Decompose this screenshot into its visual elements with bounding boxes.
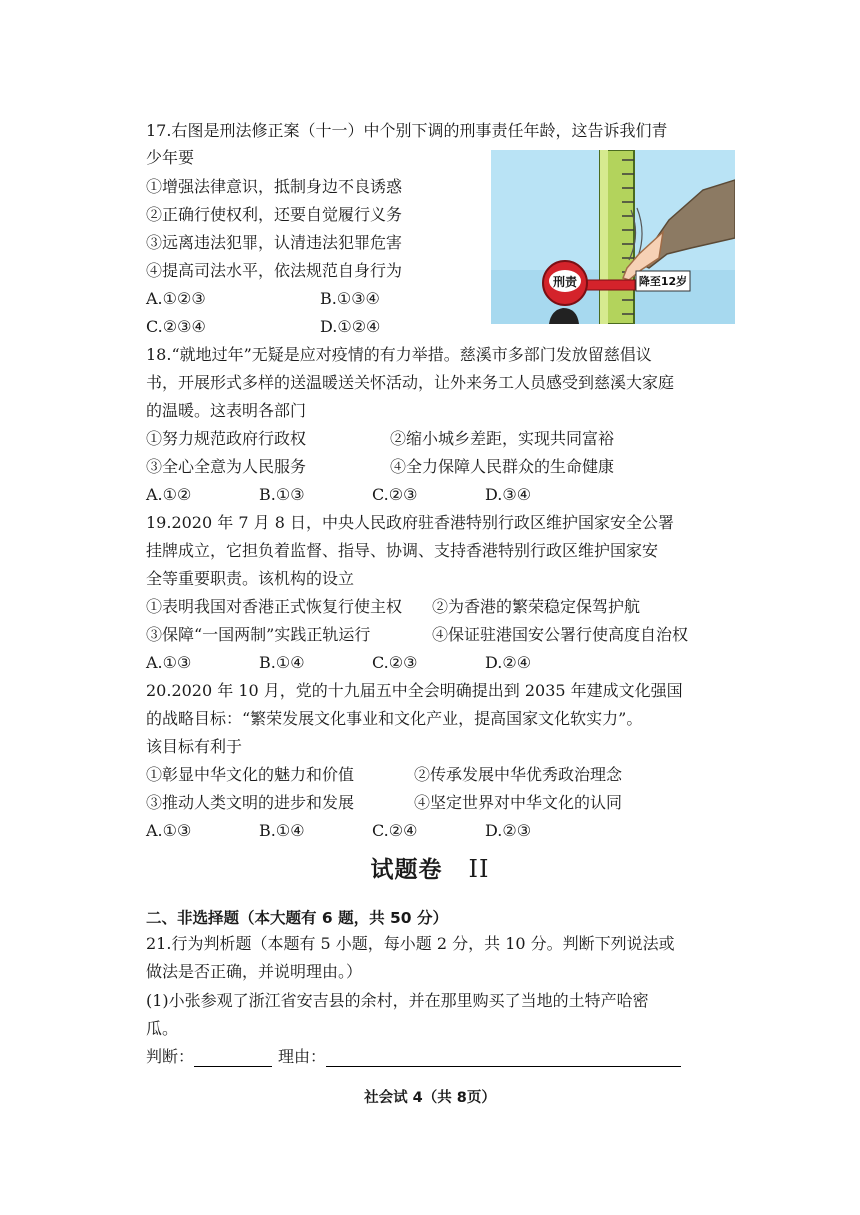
q18-stem-line-2: 书，开展形式多样的送温暖送关怀活动，让外来务工人员感受到慈溪大家庭 bbox=[146, 373, 675, 392]
q19-item-2: ②为香港的繁荣稳定保驾护航 bbox=[432, 597, 641, 616]
reason-blank[interactable] bbox=[326, 1050, 681, 1067]
q18-option-a[interactable]: A.①② bbox=[146, 485, 192, 504]
judge-blank[interactable] bbox=[194, 1050, 272, 1067]
q17-stem-line-2: 少年要 bbox=[146, 148, 195, 167]
page-footer: 社会试 4（共 8页） bbox=[364, 1090, 496, 1106]
q19-item-1: ①表明我国对香港正式恢复行使主权 bbox=[146, 597, 403, 616]
q20-option-b[interactable]: B.①④ bbox=[259, 821, 305, 840]
q17-item-1: ①增强法律意识，抵制身边不良诱惑 bbox=[146, 177, 403, 196]
q21-stem-line-1: 21.行为判析题（本题有 5 小题，每小题 2 分，共 10 分。判断下列说法或 bbox=[146, 934, 675, 953]
part-two-title: 试题卷 bbox=[370, 857, 443, 883]
q20-item-3: ③推动人类文明的进步和发展 bbox=[146, 793, 355, 812]
q19-option-d[interactable]: D.②④ bbox=[485, 653, 532, 672]
q19-stem-line-3: 全等重要职责。该机构的设立 bbox=[146, 569, 355, 588]
q18-option-d[interactable]: D.③④ bbox=[485, 485, 532, 504]
q18-item-1: ①努力规范政府行政权 bbox=[146, 429, 307, 448]
q19-item-3: ③保障“一国两制”实践正轨运行 bbox=[146, 625, 371, 644]
q17-item-3: ③远离违法犯罪，认清违法犯罪危害 bbox=[146, 233, 403, 252]
q17-option-b[interactable]: B.①③④ bbox=[320, 289, 380, 308]
q18-option-b[interactable]: B.①③ bbox=[259, 485, 305, 504]
q18-stem-line-3: 的温暖。这表明各部门 bbox=[146, 401, 307, 420]
q20-item-1: ①彰显中华文化的魅力和价值 bbox=[146, 765, 355, 784]
q20-stem-line-1: 20.2020 年 10 月，党的十九届五中全会明确提出到 2035 年建成文化强国 bbox=[146, 681, 683, 700]
q18-item-2: ②缩小城乡差距，实现共同富裕 bbox=[390, 429, 615, 448]
q21-stem-line-2: 做法是否正确，并说明理由。） bbox=[146, 962, 363, 981]
q21-sub1-line-2: 瓜。 bbox=[146, 1019, 179, 1038]
q21-sub1-line-1: (1)小张参观了浙江省安吉县的余村，并在那里购买了当地的土特产哈密 bbox=[146, 991, 649, 1010]
q18-item-4: ④全力保障人民群众的生命健康 bbox=[390, 457, 615, 476]
cartoon-sign-text: 刑责 bbox=[552, 275, 578, 289]
q19-option-c[interactable]: C.②③ bbox=[372, 653, 418, 672]
q20-option-d[interactable]: D.②③ bbox=[485, 821, 532, 840]
q19-item-4: ④保证驻港国安公署行使高度自治权 bbox=[432, 625, 689, 644]
reason-label: 理由： bbox=[278, 1047, 327, 1066]
part-two-heading bbox=[0, 851, 860, 884]
q21-answer-line bbox=[146, 1047, 681, 1067]
judge-label: 判断： bbox=[146, 1047, 195, 1066]
q18-item-3: ③全心全意为人民服务 bbox=[146, 457, 307, 476]
q17-option-a[interactable]: A.①②③ bbox=[146, 289, 206, 308]
q20-option-a[interactable]: A.①③ bbox=[146, 821, 192, 840]
q19-option-a[interactable]: A.①③ bbox=[146, 653, 192, 672]
q18-stem-line-1: 18.“就地过年”无疑是应对疫情的有力举措。慈溪市多部门发放留慈倡议 bbox=[146, 345, 652, 364]
q20-stem-line-2: 的战略目标：“繁荣发展文化事业和文化产业，提高国家文化软实力”。 bbox=[146, 709, 643, 728]
q20-item-2: ②传承发展中华优秀政治理念 bbox=[414, 765, 623, 784]
q17-stem-line-1: 17.右图是刑法修正案（十一）中个别下调的刑事责任年龄，这告诉我们青 bbox=[146, 121, 668, 140]
q20-option-c[interactable]: C.②④ bbox=[372, 821, 418, 840]
q17-option-d[interactable]: D.①②④ bbox=[320, 317, 381, 336]
part-two-numeral: II bbox=[468, 855, 490, 883]
q17-option-c[interactable]: C.②③④ bbox=[146, 317, 206, 336]
q17-item-4: ④提高司法水平，依法规范自身行为 bbox=[146, 261, 403, 280]
cartoon-label-text: 降至12岁 bbox=[638, 275, 688, 288]
q17-cartoon-figure bbox=[491, 150, 735, 324]
q20-item-4: ④坚定世界对中华文化的认同 bbox=[414, 793, 623, 812]
q19-stem-line-1: 19.2020 年 7 月 8 日，中央人民政府驻香港特别行政区维护国家安全公署 bbox=[146, 513, 674, 532]
q20-stem-line-3: 该目标有利于 bbox=[146, 737, 243, 756]
q19-option-b[interactable]: B.①④ bbox=[259, 653, 305, 672]
section-two-heading: 二、非选择题（本大题有 6 题，共 50 分） bbox=[146, 909, 448, 927]
q17-item-2: ②正确行使权利，还要自觉履行义务 bbox=[146, 205, 403, 224]
q18-option-c[interactable]: C.②③ bbox=[372, 485, 418, 504]
q19-stem-line-2: 挂牌成立，它担负着监督、指导、协调、支持香港特别行政区维护国家安 bbox=[146, 541, 659, 560]
